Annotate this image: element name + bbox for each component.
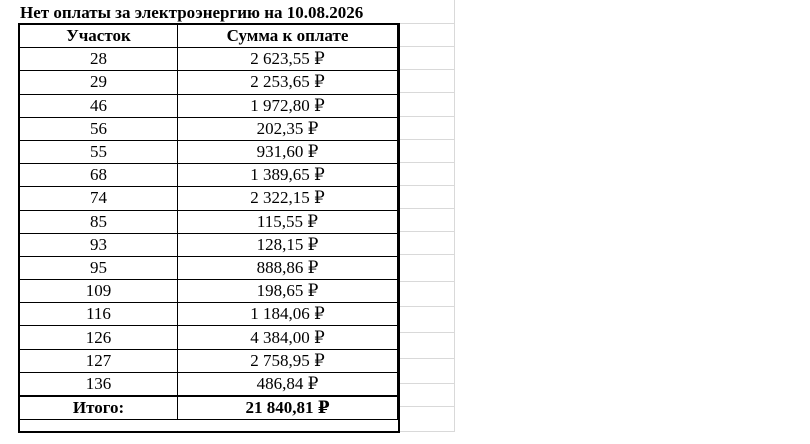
payment-table — [19, 24, 398, 420]
plot-number-cell[interactable]: 55 — [20, 140, 178, 163]
table-row — [20, 187, 398, 210]
amount-cell[interactable]: 888,86 ₽ — [178, 256, 398, 279]
table-row — [20, 303, 398, 326]
amount-cell[interactable]: 486,84 ₽ — [178, 372, 398, 396]
table-row — [20, 372, 398, 396]
sheet-title: Нет оплаты за электроэнергию на 10.08.2026 — [20, 3, 364, 22]
table-row — [20, 117, 398, 140]
amount-cell[interactable]: 1 184,06 ₽ — [178, 303, 398, 326]
amount-cell[interactable]: 115,55 ₽ — [178, 210, 398, 233]
total-label[interactable]: Итого: — [20, 396, 178, 420]
plot-number-cell[interactable]: 28 — [20, 48, 178, 71]
table-row — [20, 326, 398, 349]
plot-number-cell[interactable]: 68 — [20, 164, 178, 187]
amount-cell[interactable]: 2 758,95 ₽ — [178, 349, 398, 372]
plot-number-cell[interactable]: 85 — [20, 210, 178, 233]
amount-cell[interactable]: 2 253,65 ₽ — [178, 71, 398, 94]
plot-number-cell[interactable]: 116 — [20, 303, 178, 326]
header-plot[interactable]: Участок — [20, 25, 178, 48]
amount-cell[interactable]: 202,35 ₽ — [178, 117, 398, 140]
total-row — [20, 396, 398, 420]
header-amount[interactable]: Сумма к оплате — [178, 25, 398, 48]
total-value[interactable]: 21 840,81 ₽ — [178, 396, 398, 420]
plot-number-cell[interactable]: 29 — [20, 71, 178, 94]
header-row — [20, 25, 398, 48]
amount-cell[interactable]: 198,65 ₽ — [178, 280, 398, 303]
table-row — [20, 349, 398, 372]
plot-number-cell[interactable]: 126 — [20, 326, 178, 349]
amount-cell[interactable]: 1 389,65 ₽ — [178, 164, 398, 187]
amount-cell[interactable]: 2 322,15 ₽ — [178, 187, 398, 210]
table-row — [20, 140, 398, 163]
amount-cell[interactable]: 2 623,55 ₽ — [178, 48, 398, 71]
amount-cell[interactable]: 931,60 ₽ — [178, 140, 398, 163]
grid-column-line — [454, 0, 455, 432]
table-row — [20, 233, 398, 256]
empty-grid — [398, 0, 454, 432]
plot-number-cell[interactable]: 136 — [20, 372, 178, 396]
amount-cell[interactable]: 1 972,80 ₽ — [178, 94, 398, 117]
plot-number-cell[interactable]: 95 — [20, 256, 178, 279]
table-row — [20, 48, 398, 71]
table-row — [20, 210, 398, 233]
plot-number-cell[interactable]: 93 — [20, 233, 178, 256]
table-row — [20, 280, 398, 303]
plot-number-cell[interactable]: 74 — [20, 187, 178, 210]
amount-cell[interactable]: 4 384,00 ₽ — [178, 326, 398, 349]
table-row — [20, 71, 398, 94]
table-row — [20, 94, 398, 117]
plot-number-cell[interactable]: 127 — [20, 349, 178, 372]
plot-number-cell[interactable]: 46 — [20, 94, 178, 117]
table-row — [20, 164, 398, 187]
table-row — [20, 256, 398, 279]
plot-number-cell[interactable]: 109 — [20, 280, 178, 303]
amount-cell[interactable]: 128,15 ₽ — [178, 233, 398, 256]
plot-number-cell[interactable]: 56 — [20, 117, 178, 140]
